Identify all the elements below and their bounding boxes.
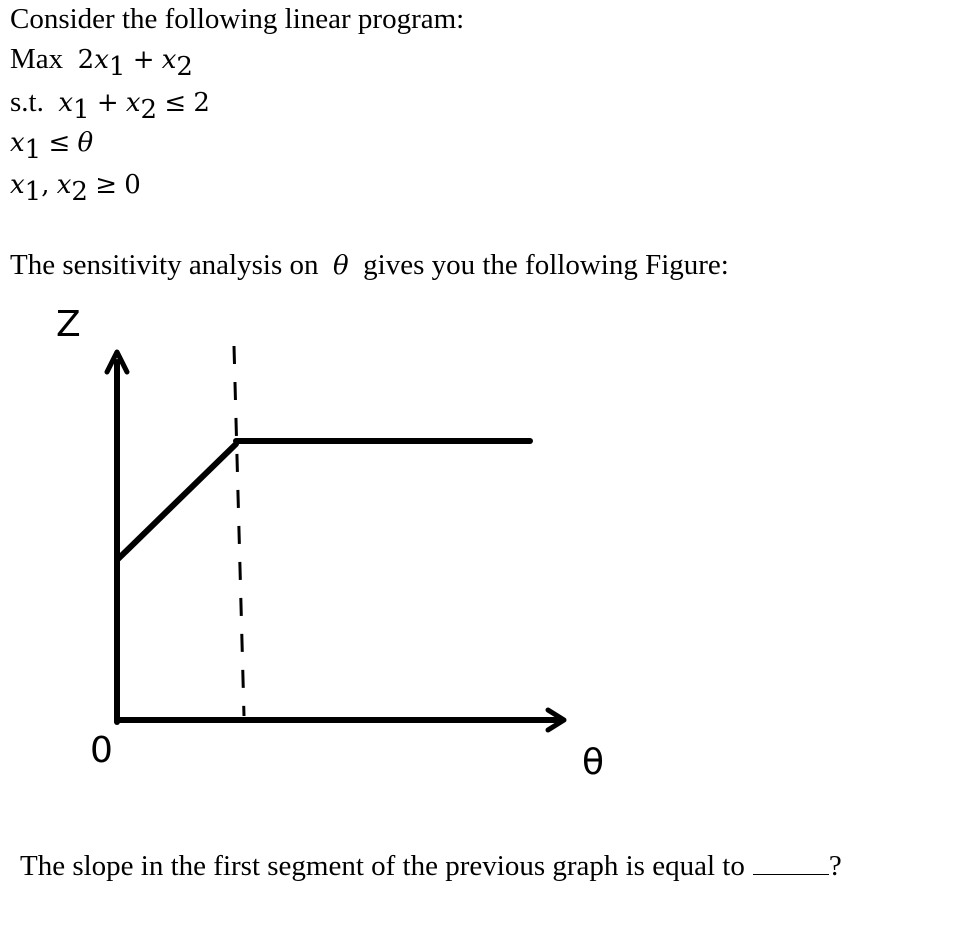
sensitivity-text [10, 248, 729, 283]
question-text [20, 848, 842, 883]
objective-function [10, 42, 193, 82]
c1-rhs: 2 [193, 88, 210, 118]
breakpoint-dashed-line [234, 346, 244, 716]
first-segment-line [117, 444, 236, 560]
c3-comma: , [41, 170, 50, 200]
constraint-2 [10, 125, 94, 165]
objective-var1: x [94, 45, 109, 75]
c3-var2: x [56, 170, 72, 200]
objective-plus: + [132, 45, 155, 75]
theta-symbol: θ [333, 251, 349, 281]
answer-blank[interactable] [753, 848, 829, 875]
c3-sub2: 2 [71, 176, 88, 207]
constraint-1 [10, 85, 210, 125]
c3-sub1: 1 [24, 176, 42, 207]
objective-sub1: 1 [108, 51, 126, 82]
c2-sub: 1 [24, 134, 42, 165]
st-keyword: s.t. [10, 86, 44, 118]
sensitivity-after: gives you the following Figure: [363, 249, 729, 281]
theta-axis-label: θ [582, 742, 605, 783]
c3-var1: x [10, 170, 25, 200]
c2-rhs: θ [77, 128, 94, 158]
c3-relation: ≥ [95, 170, 117, 200]
z-axis-label: Z [56, 304, 81, 345]
c1-plus: + [96, 88, 119, 118]
sensitivity-figure [0, 290, 954, 820]
c2-relation: ≤ [48, 128, 71, 158]
objective-var2: x [161, 45, 177, 75]
c1-var2: x [125, 88, 141, 118]
sensitivity-before: The sensitivity analysis on [10, 249, 319, 281]
intro-text: Consider the following linear program: [10, 3, 465, 35]
max-keyword: Max [10, 43, 64, 75]
c1-relation: ≤ [164, 88, 187, 118]
origin-label: 0 [90, 730, 113, 771]
constraint-3 [10, 167, 141, 207]
objective-coef1: 2 [77, 45, 95, 75]
question-mark: ? [828, 850, 842, 882]
c3-rhs: 0 [124, 170, 141, 200]
c1-var1: x [58, 88, 74, 118]
objective-sub2: 2 [176, 51, 193, 82]
question-body: The slope in the first segment of the previous graph is equal to [20, 850, 745, 882]
c1-sub1: 1 [73, 94, 90, 125]
c1-sub2: 2 [140, 94, 158, 125]
c2-var: x [10, 128, 25, 158]
